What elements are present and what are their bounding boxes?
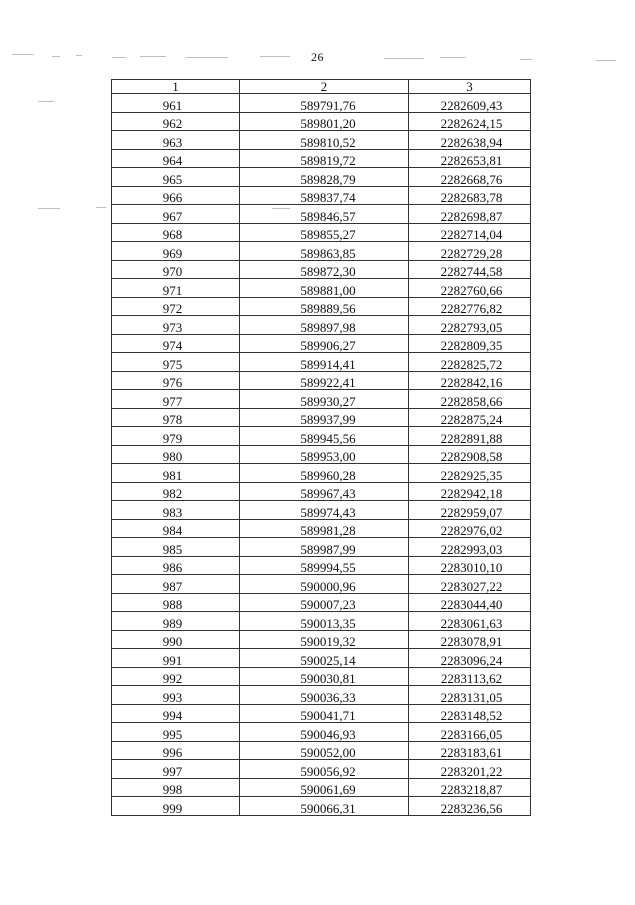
table-row	[112, 686, 531, 705]
y-coordinate-cell: 2283148,52	[409, 704, 531, 723]
table-body	[112, 94, 531, 816]
table-row	[112, 260, 531, 279]
table-row	[112, 704, 531, 723]
x-coordinate-cell: 589960,28	[240, 464, 409, 483]
x-coordinate-cell: 589881,00	[240, 279, 409, 298]
table-row	[112, 593, 531, 612]
point-number-cell: 992	[112, 667, 240, 686]
table-row	[112, 279, 531, 298]
table-row	[112, 760, 531, 779]
x-coordinate-cell: 589828,79	[240, 168, 409, 187]
y-coordinate-cell: 2283201,22	[409, 760, 531, 779]
y-coordinate-cell: 2283131,05	[409, 686, 531, 705]
table-row	[112, 538, 531, 557]
y-coordinate-cell: 2282825,72	[409, 353, 531, 372]
point-number-cell: 964	[112, 149, 240, 168]
point-number-cell: 985	[112, 538, 240, 557]
table-row	[112, 630, 531, 649]
table-row	[112, 334, 531, 353]
point-number-cell: 993	[112, 686, 240, 705]
y-coordinate-cell: 2282714,04	[409, 223, 531, 242]
point-number-cell: 987	[112, 575, 240, 594]
x-coordinate-cell: 589801,20	[240, 112, 409, 131]
y-coordinate-cell: 2282942,18	[409, 482, 531, 501]
table-row	[112, 556, 531, 575]
table-row	[112, 445, 531, 464]
header-col-1: 1	[112, 80, 240, 94]
point-number-cell: 989	[112, 612, 240, 631]
x-coordinate-cell: 590007,23	[240, 593, 409, 612]
y-coordinate-cell: 2283096,24	[409, 649, 531, 668]
y-coordinate-cell: 2283166,05	[409, 723, 531, 742]
table-row	[112, 242, 531, 261]
table-row	[112, 371, 531, 390]
x-coordinate-cell: 589922,41	[240, 371, 409, 390]
point-number-cell: 996	[112, 741, 240, 760]
point-number-cell: 978	[112, 408, 240, 427]
point-number-cell: 986	[112, 556, 240, 575]
point-number-cell: 991	[112, 649, 240, 668]
y-coordinate-cell: 2283236,56	[409, 797, 531, 816]
y-coordinate-cell: 2282653,81	[409, 149, 531, 168]
point-number-cell: 972	[112, 297, 240, 316]
point-number-cell: 979	[112, 427, 240, 446]
y-coordinate-cell: 2283061,63	[409, 612, 531, 631]
point-number-cell: 980	[112, 445, 240, 464]
x-coordinate-cell: 589872,30	[240, 260, 409, 279]
x-coordinate-cell: 589863,85	[240, 242, 409, 261]
x-coordinate-cell: 589953,00	[240, 445, 409, 464]
x-coordinate-cell: 589974,43	[240, 501, 409, 520]
y-coordinate-cell: 2282858,66	[409, 390, 531, 409]
x-coordinate-cell: 589981,28	[240, 519, 409, 538]
header-col-2: 2	[240, 80, 409, 94]
header-col-3: 3	[409, 80, 531, 94]
x-coordinate-cell: 589914,41	[240, 353, 409, 372]
y-coordinate-cell: 2283078,91	[409, 630, 531, 649]
table-row	[112, 186, 531, 205]
table-row	[112, 482, 531, 501]
point-number-cell: 998	[112, 778, 240, 797]
x-coordinate-cell: 590030,81	[240, 667, 409, 686]
y-coordinate-cell: 2282776,82	[409, 297, 531, 316]
point-number-cell: 995	[112, 723, 240, 742]
table-row	[112, 408, 531, 427]
x-coordinate-cell: 590013,35	[240, 612, 409, 631]
y-coordinate-cell: 2283010,10	[409, 556, 531, 575]
coordinates-table	[111, 79, 531, 816]
point-number-cell: 997	[112, 760, 240, 779]
table-row	[112, 353, 531, 372]
y-coordinate-cell: 2282809,35	[409, 334, 531, 353]
x-coordinate-cell: 589819,72	[240, 149, 409, 168]
y-coordinate-cell: 2282908,58	[409, 445, 531, 464]
table-row	[112, 112, 531, 131]
table-row	[112, 649, 531, 668]
y-coordinate-cell: 2283044,40	[409, 593, 531, 612]
x-coordinate-cell: 589791,76	[240, 94, 409, 113]
point-number-cell: 976	[112, 371, 240, 390]
table-row	[112, 501, 531, 520]
x-coordinate-cell: 589855,27	[240, 223, 409, 242]
table-row	[112, 723, 531, 742]
table-row	[112, 131, 531, 150]
x-coordinate-cell: 590061,69	[240, 778, 409, 797]
y-coordinate-cell: 2282925,35	[409, 464, 531, 483]
y-coordinate-cell: 2282638,94	[409, 131, 531, 150]
y-coordinate-cell: 2282624,15	[409, 112, 531, 131]
table-row	[112, 797, 531, 816]
x-coordinate-cell: 589945,56	[240, 427, 409, 446]
point-number-cell: 994	[112, 704, 240, 723]
point-number-cell: 977	[112, 390, 240, 409]
x-coordinate-cell: 589810,52	[240, 131, 409, 150]
y-coordinate-cell: 2282993,03	[409, 538, 531, 557]
y-coordinate-cell: 2282793,05	[409, 316, 531, 335]
table-row	[112, 168, 531, 187]
y-coordinate-cell: 2282891,88	[409, 427, 531, 446]
table-row	[112, 667, 531, 686]
y-coordinate-cell: 2282698,87	[409, 205, 531, 224]
point-number-cell: 965	[112, 168, 240, 187]
table-row	[112, 94, 531, 113]
table-row	[112, 297, 531, 316]
table-row	[112, 205, 531, 224]
y-coordinate-cell: 2282976,02	[409, 519, 531, 538]
y-coordinate-cell: 2282842,16	[409, 371, 531, 390]
table-header-row	[112, 80, 531, 94]
y-coordinate-cell: 2283183,61	[409, 741, 531, 760]
y-coordinate-cell: 2283027,22	[409, 575, 531, 594]
point-number-cell: 984	[112, 519, 240, 538]
point-number-cell: 983	[112, 501, 240, 520]
x-coordinate-cell: 589889,56	[240, 297, 409, 316]
table-row	[112, 316, 531, 335]
table-row	[112, 519, 531, 538]
point-number-cell: 966	[112, 186, 240, 205]
x-coordinate-cell: 589930,27	[240, 390, 409, 409]
x-coordinate-cell: 590019,32	[240, 630, 409, 649]
y-coordinate-cell: 2282875,24	[409, 408, 531, 427]
x-coordinate-cell: 589967,43	[240, 482, 409, 501]
table-row	[112, 778, 531, 797]
y-coordinate-cell: 2282744,58	[409, 260, 531, 279]
y-coordinate-cell: 2283113,62	[409, 667, 531, 686]
x-coordinate-cell: 589987,99	[240, 538, 409, 557]
x-coordinate-cell: 590052,00	[240, 741, 409, 760]
x-coordinate-cell: 589994,55	[240, 556, 409, 575]
table-row	[112, 612, 531, 631]
point-number-cell: 981	[112, 464, 240, 483]
point-number-cell: 974	[112, 334, 240, 353]
table-row	[112, 464, 531, 483]
x-coordinate-cell: 590041,71	[240, 704, 409, 723]
x-coordinate-cell: 589837,74	[240, 186, 409, 205]
point-number-cell: 999	[112, 797, 240, 816]
point-number-cell: 990	[112, 630, 240, 649]
y-coordinate-cell: 2282729,28	[409, 242, 531, 261]
table-row	[112, 741, 531, 760]
y-coordinate-cell: 2282959,07	[409, 501, 531, 520]
point-number-cell: 973	[112, 316, 240, 335]
x-coordinate-cell: 589937,99	[240, 408, 409, 427]
x-coordinate-cell: 589906,27	[240, 334, 409, 353]
point-number-cell: 975	[112, 353, 240, 372]
point-number-cell: 969	[112, 242, 240, 261]
x-coordinate-cell: 590046,93	[240, 723, 409, 742]
y-coordinate-cell: 2283218,87	[409, 778, 531, 797]
point-number-cell: 968	[112, 223, 240, 242]
table-row	[112, 223, 531, 242]
point-number-cell: 967	[112, 205, 240, 224]
y-coordinate-cell: 2282668,76	[409, 168, 531, 187]
table-row	[112, 575, 531, 594]
x-coordinate-cell: 589846,57	[240, 205, 409, 224]
y-coordinate-cell: 2282760,66	[409, 279, 531, 298]
point-number-cell: 961	[112, 94, 240, 113]
table-row	[112, 390, 531, 409]
y-coordinate-cell: 2282609,43	[409, 94, 531, 113]
page-number: 26	[311, 50, 324, 64]
point-number-cell: 970	[112, 260, 240, 279]
y-coordinate-cell: 2282683,78	[409, 186, 531, 205]
point-number-cell: 971	[112, 279, 240, 298]
x-coordinate-cell: 589897,98	[240, 316, 409, 335]
point-number-cell: 962	[112, 112, 240, 131]
point-number-cell: 963	[112, 131, 240, 150]
table-row	[112, 149, 531, 168]
x-coordinate-cell: 590000,96	[240, 575, 409, 594]
x-coordinate-cell: 590066,31	[240, 797, 409, 816]
x-coordinate-cell: 590025,14	[240, 649, 409, 668]
point-number-cell: 988	[112, 593, 240, 612]
table-row	[112, 427, 531, 446]
x-coordinate-cell: 590056,92	[240, 760, 409, 779]
point-number-cell: 982	[112, 482, 240, 501]
x-coordinate-cell: 590036,33	[240, 686, 409, 705]
